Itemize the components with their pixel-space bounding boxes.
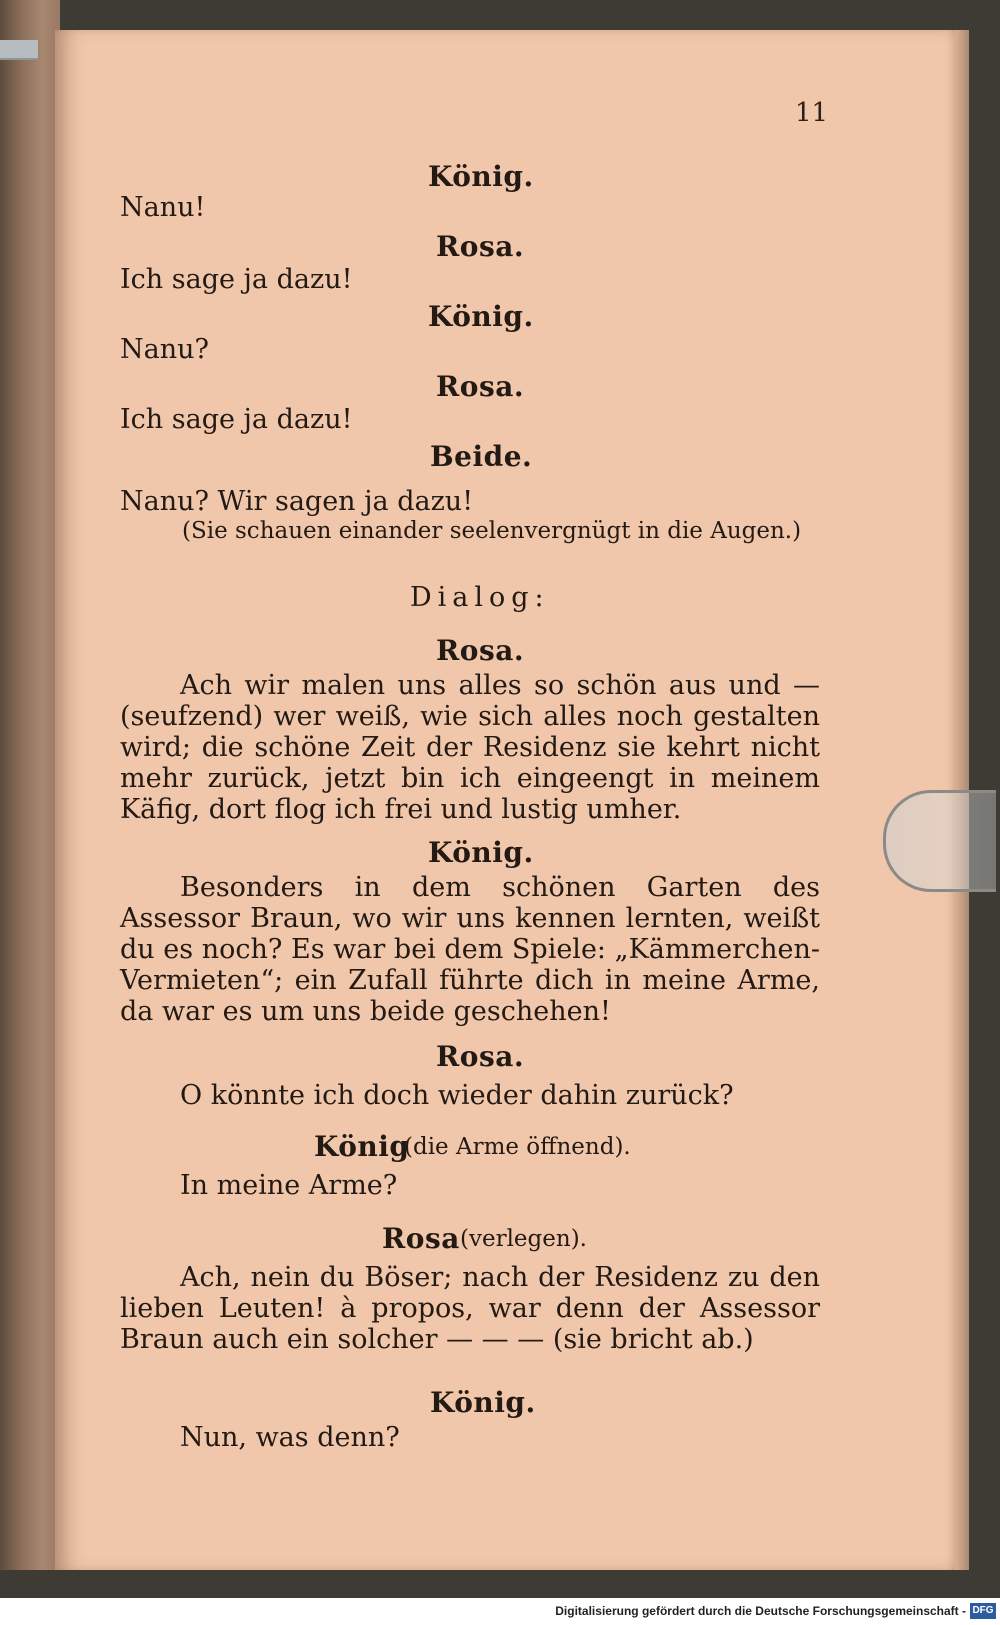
dialogue-line: Ich sage ja dazu! xyxy=(120,264,353,295)
speaker-label: Rosa. xyxy=(436,230,525,263)
dialogue-line: Nun, was denn? xyxy=(180,1422,400,1453)
speaker-label: König. xyxy=(430,1386,536,1419)
stage-direction: (verlegen). xyxy=(460,1226,587,1252)
footer-bar xyxy=(0,1598,1000,1625)
speaker-label: König. xyxy=(428,300,534,333)
speaker-label: Rosa. xyxy=(436,634,525,667)
dialogue-line: Nanu? Wir sagen ja dazu! xyxy=(120,486,474,517)
speaker-label: König xyxy=(314,1130,410,1163)
dialogue-paragraph: Besonders in dem schönen Garten des Assessor Braun, wo wir uns kennen lernten, weißt du es noch? Es war bei dem Spiele: „Kämmerchen-Vermieten“; ein Zufall führte dich in meine Arme, da war es um uns beide geschehen! xyxy=(120,872,820,1027)
dialogue-line: Nanu! xyxy=(120,192,206,223)
speaker-label: Rosa xyxy=(382,1222,460,1255)
speaker-label: König. xyxy=(428,836,534,869)
section-heading: Dialog: xyxy=(410,582,550,613)
speaker-label: König. xyxy=(428,160,534,193)
book-left-edge xyxy=(0,0,60,1570)
speaker-label: Beide. xyxy=(430,440,533,473)
speaker-label: Rosa. xyxy=(436,370,525,403)
dialogue-line: Nanu? xyxy=(120,334,209,365)
dialogue-paragraph: Ach wir malen uns alles so schön aus und — (seufzend) wer weiß, wie sich alles noch gestalten wird; die schöne Zeit der Residenz sie kehrt nicht mehr zurück, jetzt bin ich eingeengt in meinem Käfig, dort flog ich frei und lustig umher. xyxy=(120,670,820,825)
dialogue-line: In meine Arme? xyxy=(180,1170,398,1201)
page-number: 11 xyxy=(795,98,829,128)
footer-credit: Digitalisierung gefördert durch die Deutsche Forschungsgemeinschaft - xyxy=(555,1604,966,1618)
stage-direction: (Sie schauen einander seelenvergnügt in die Augen.) xyxy=(182,518,802,544)
dialogue-line: Ich sage ja dazu! xyxy=(120,404,353,435)
dialogue-paragraph: Ach, nein du Böser; nach der Residenz zu den lieben Leuten! à propos, war denn der Assessor Braun auch ein solcher — — — (sie bricht ab.) xyxy=(120,1262,820,1355)
dialogue-line: O könnte ich doch wieder dahin zurück? xyxy=(180,1080,734,1111)
page-clip xyxy=(883,790,996,892)
stage-direction: (die Arme öffnend). xyxy=(404,1134,631,1160)
book-cover-edge xyxy=(0,40,38,60)
speaker-label: Rosa. xyxy=(436,1040,525,1073)
dfg-logo: DFG xyxy=(970,1603,996,1619)
